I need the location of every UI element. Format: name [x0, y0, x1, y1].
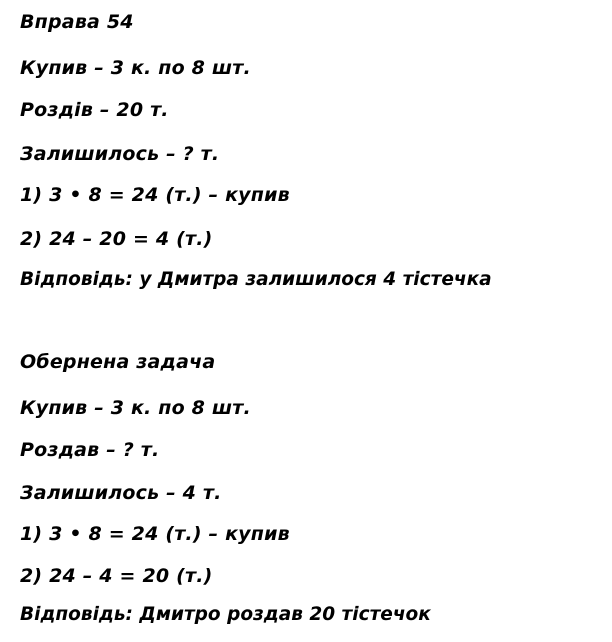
inverse-step-1: 1) 3 • 8 = 24 (т.) – купив [20, 523, 290, 545]
inverse-remaining-line: Залишилось – 4 т. [20, 482, 222, 504]
exercise-step-2: 2) 24 – 20 = 4 (т.) [20, 228, 213, 250]
inverse-answer: Відповідь: Дмитро роздав 20 тістечок [20, 604, 431, 625]
exercise-title: Вправа 54 [20, 11, 134, 33]
inverse-step-2: 2) 24 – 4 = 20 (т.) [20, 565, 213, 587]
inverse-task-title: Обернена задача [20, 351, 216, 373]
exercise-remaining-line: Залишилось – ? т. [20, 143, 220, 165]
exercise-step-1: 1) 3 • 8 = 24 (т.) – купив [20, 184, 290, 206]
inverse-given-line: Роздав – ? т. [20, 439, 160, 461]
exercise-given-line: Роздів – 20 т. [20, 99, 169, 121]
exercise-answer: Відповідь: у Дмитра залишилося 4 тістечка [20, 269, 492, 290]
inverse-bought-line: Купив – 3 к. по 8 шт. [20, 397, 251, 419]
exercise-bought-line: Купив – 3 к. по 8 шт. [20, 57, 251, 79]
